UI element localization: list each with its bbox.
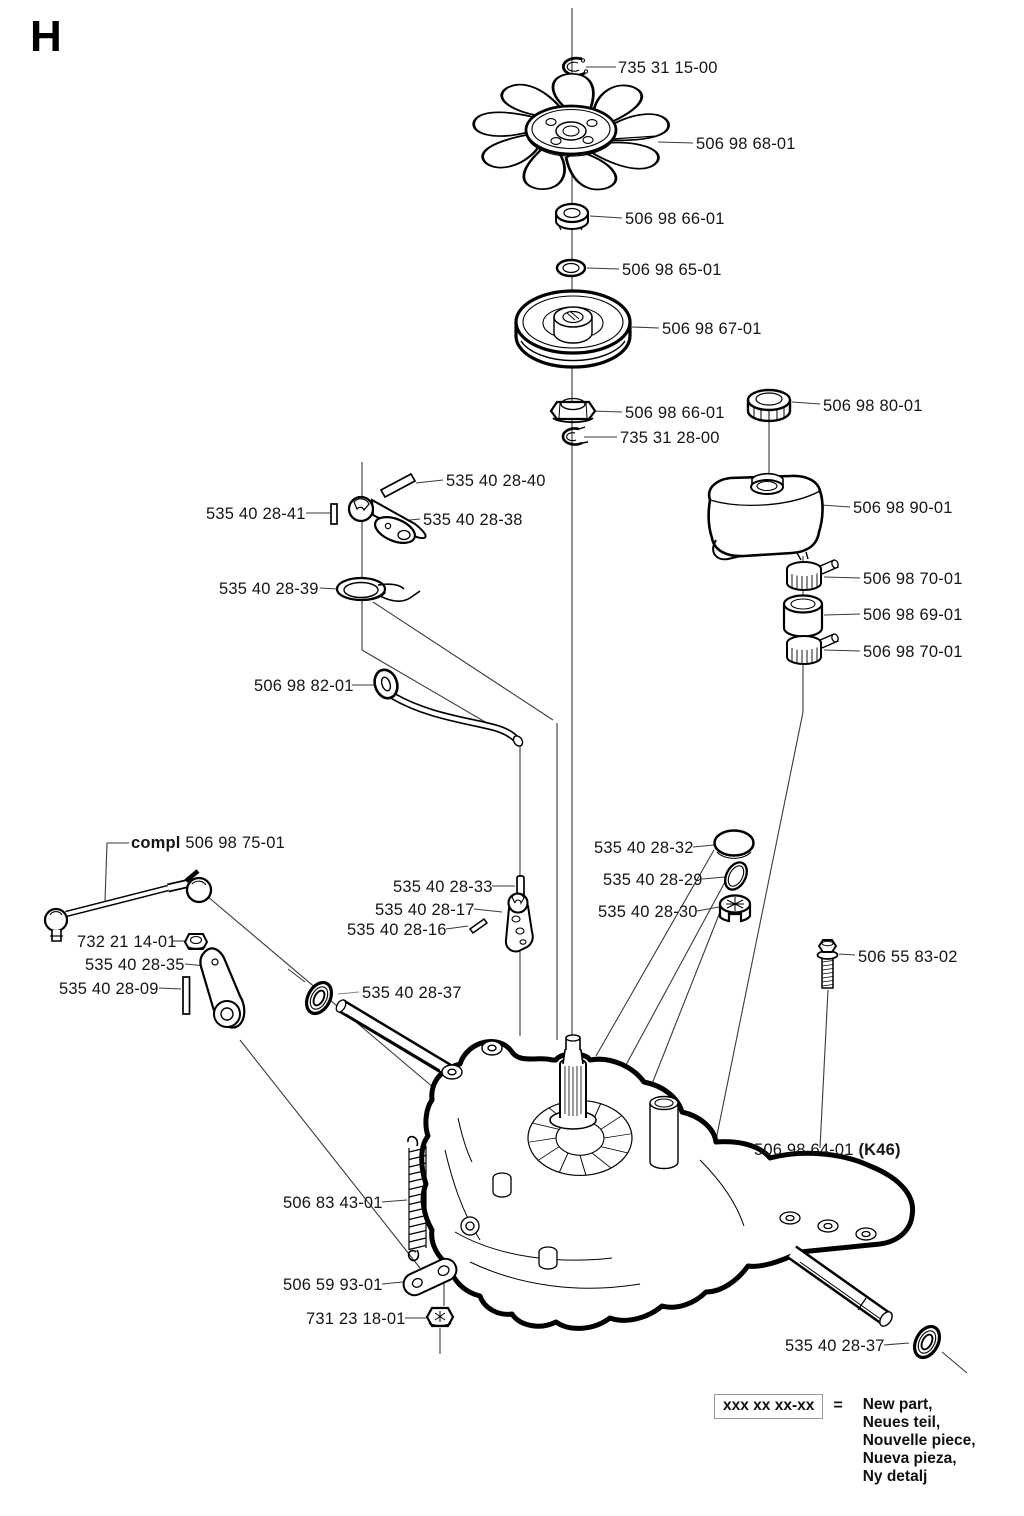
vent-fitting-drawing <box>720 896 750 922</box>
part-label-cooling-fan: 506 98 68-01 <box>696 135 796 153</box>
part-label-roll-pin-left: 535 40 28-41 <box>206 505 306 523</box>
pulley-drawing <box>516 291 630 367</box>
washer-drawing <box>557 260 585 276</box>
part-label-axle-seal-left: 535 40 28-37 <box>362 984 462 1002</box>
control-rod-drawing <box>371 667 524 748</box>
compl-prefix: compl <box>131 834 181 852</box>
part-label-pin-33: 535 40 28-33 <box>393 878 493 896</box>
legend-lines <box>863 1396 976 1486</box>
link-bracket-drawing <box>506 894 533 952</box>
reservoir-drawing <box>709 474 823 560</box>
pin-16-drawing <box>470 919 487 933</box>
part-label-o-ring: 535 40 28-29 <box>603 871 703 889</box>
flange-nut-upper-drawing <box>551 399 595 423</box>
part-label-reservoir-cap: 506 98 80-01 <box>823 397 923 415</box>
legend-line-sv: Ny detalj <box>862 1468 928 1485</box>
hose-clamp-upper-drawing <box>787 559 839 590</box>
roll-pin-upper-drawing <box>381 474 415 497</box>
legend <box>714 1394 976 1486</box>
part-label-pulley: 506 98 67-01 <box>662 320 762 338</box>
lock-nut-drawing <box>185 934 207 949</box>
part-label-torsion-spring: 535 40 28-39 <box>219 580 319 598</box>
part-label-washer: 506 98 65-01 <box>622 261 722 279</box>
section-letter: H <box>30 12 62 61</box>
flange-bolt-drawing <box>818 940 838 988</box>
lever-pin-drawing <box>183 977 190 1014</box>
part-label-transaxle: 506 98 64-01 (K46) <box>754 1141 901 1159</box>
legend-code-box: xxx xx xx-xx <box>714 1394 823 1419</box>
steering-lever-drawing <box>200 948 244 1027</box>
axle-seal-right-drawing <box>910 1322 945 1361</box>
legend-line-de: Neues teil, <box>862 1414 941 1431</box>
part-label-pin-16: 535 40 28-16 <box>347 921 447 939</box>
tie-rod-drawing <box>45 871 211 941</box>
fan-hub-drawing <box>556 204 588 230</box>
cooling-fan-drawing <box>469 72 669 193</box>
flange-nut-lower-drawing <box>427 1308 453 1326</box>
part-label-brake-lever: 535 40 28-38 <box>423 511 523 529</box>
torsion-spring-drawing <box>337 578 420 601</box>
part-label-axle-seal-right: 535 40 28-37 <box>785 1337 885 1355</box>
part-label-clip: 735 31 28-00 <box>620 429 720 447</box>
brake-lever-drawing <box>349 497 426 548</box>
roll-pin-left-drawing <box>331 504 337 524</box>
legend-line-fr: Nouvelle piece, <box>862 1432 976 1449</box>
part-label-lock-nut-small: 732 21 14-01 <box>77 933 177 951</box>
part-label-flange-nut-lower: 731 23 18-01 <box>306 1310 406 1328</box>
part-label-tie-rod-assembly: compl 506 98 75-01 <box>131 834 286 852</box>
link-plate-drawing <box>400 1255 460 1299</box>
part-label-vent-fitting: 535 40 28-30 <box>598 903 698 921</box>
part-label-hose-clamp-lower: 506 98 70-01 <box>863 643 963 661</box>
retaining-ring-drawing <box>563 58 587 75</box>
legend-equals: = <box>833 1397 843 1414</box>
part-label-fan-hub: 506 98 66-01 <box>625 210 725 228</box>
part-label-plug-cap: 535 40 28-32 <box>594 839 694 857</box>
part-label-flange-bolt: 506 55 83-02 <box>858 948 958 966</box>
clip-drawing <box>563 427 588 445</box>
hose-clamp-lower-drawing <box>787 633 839 664</box>
reservoir-cap-drawing <box>748 390 790 422</box>
part-label-hose: 506 98 69-01 <box>863 606 963 624</box>
part-label-flange-nut-upper: 506 98 66-01 <box>625 404 725 422</box>
transaxle-drawing <box>422 1035 913 1328</box>
part-label-link-bracket: 535 40 28-17 <box>375 901 475 919</box>
part-label-lever-pin: 535 40 28-09 <box>59 980 159 998</box>
part-label-extension-spring: 506 83 43-01 <box>283 1194 383 1212</box>
part-label-reservoir: 506 98 90-01 <box>853 499 953 517</box>
o-ring-drawing <box>721 859 751 894</box>
k46-suffix: (K46) <box>858 1141 901 1159</box>
legend-line-es: Nueva pieza, <box>862 1450 957 1467</box>
part-label-steering-lever: 535 40 28-35 <box>85 956 185 974</box>
left-axle-drawing <box>334 998 448 1070</box>
axle-seal-left-drawing <box>302 978 337 1017</box>
part-label-link-plate: 506 59 93-01 <box>283 1276 383 1294</box>
plug-cap-drawing <box>715 831 754 859</box>
part-label-hose-clamp-upper: 506 98 70-01 <box>863 570 963 588</box>
part-label-control-rod: 506 98 82-01 <box>254 677 354 695</box>
part-label-retaining-ring: 735 31 15-00 <box>618 59 718 77</box>
hose-drawing <box>784 596 822 637</box>
legend-line-en: New part, <box>862 1396 933 1413</box>
part-label-roll-pin-upper: 535 40 28-40 <box>446 472 546 490</box>
